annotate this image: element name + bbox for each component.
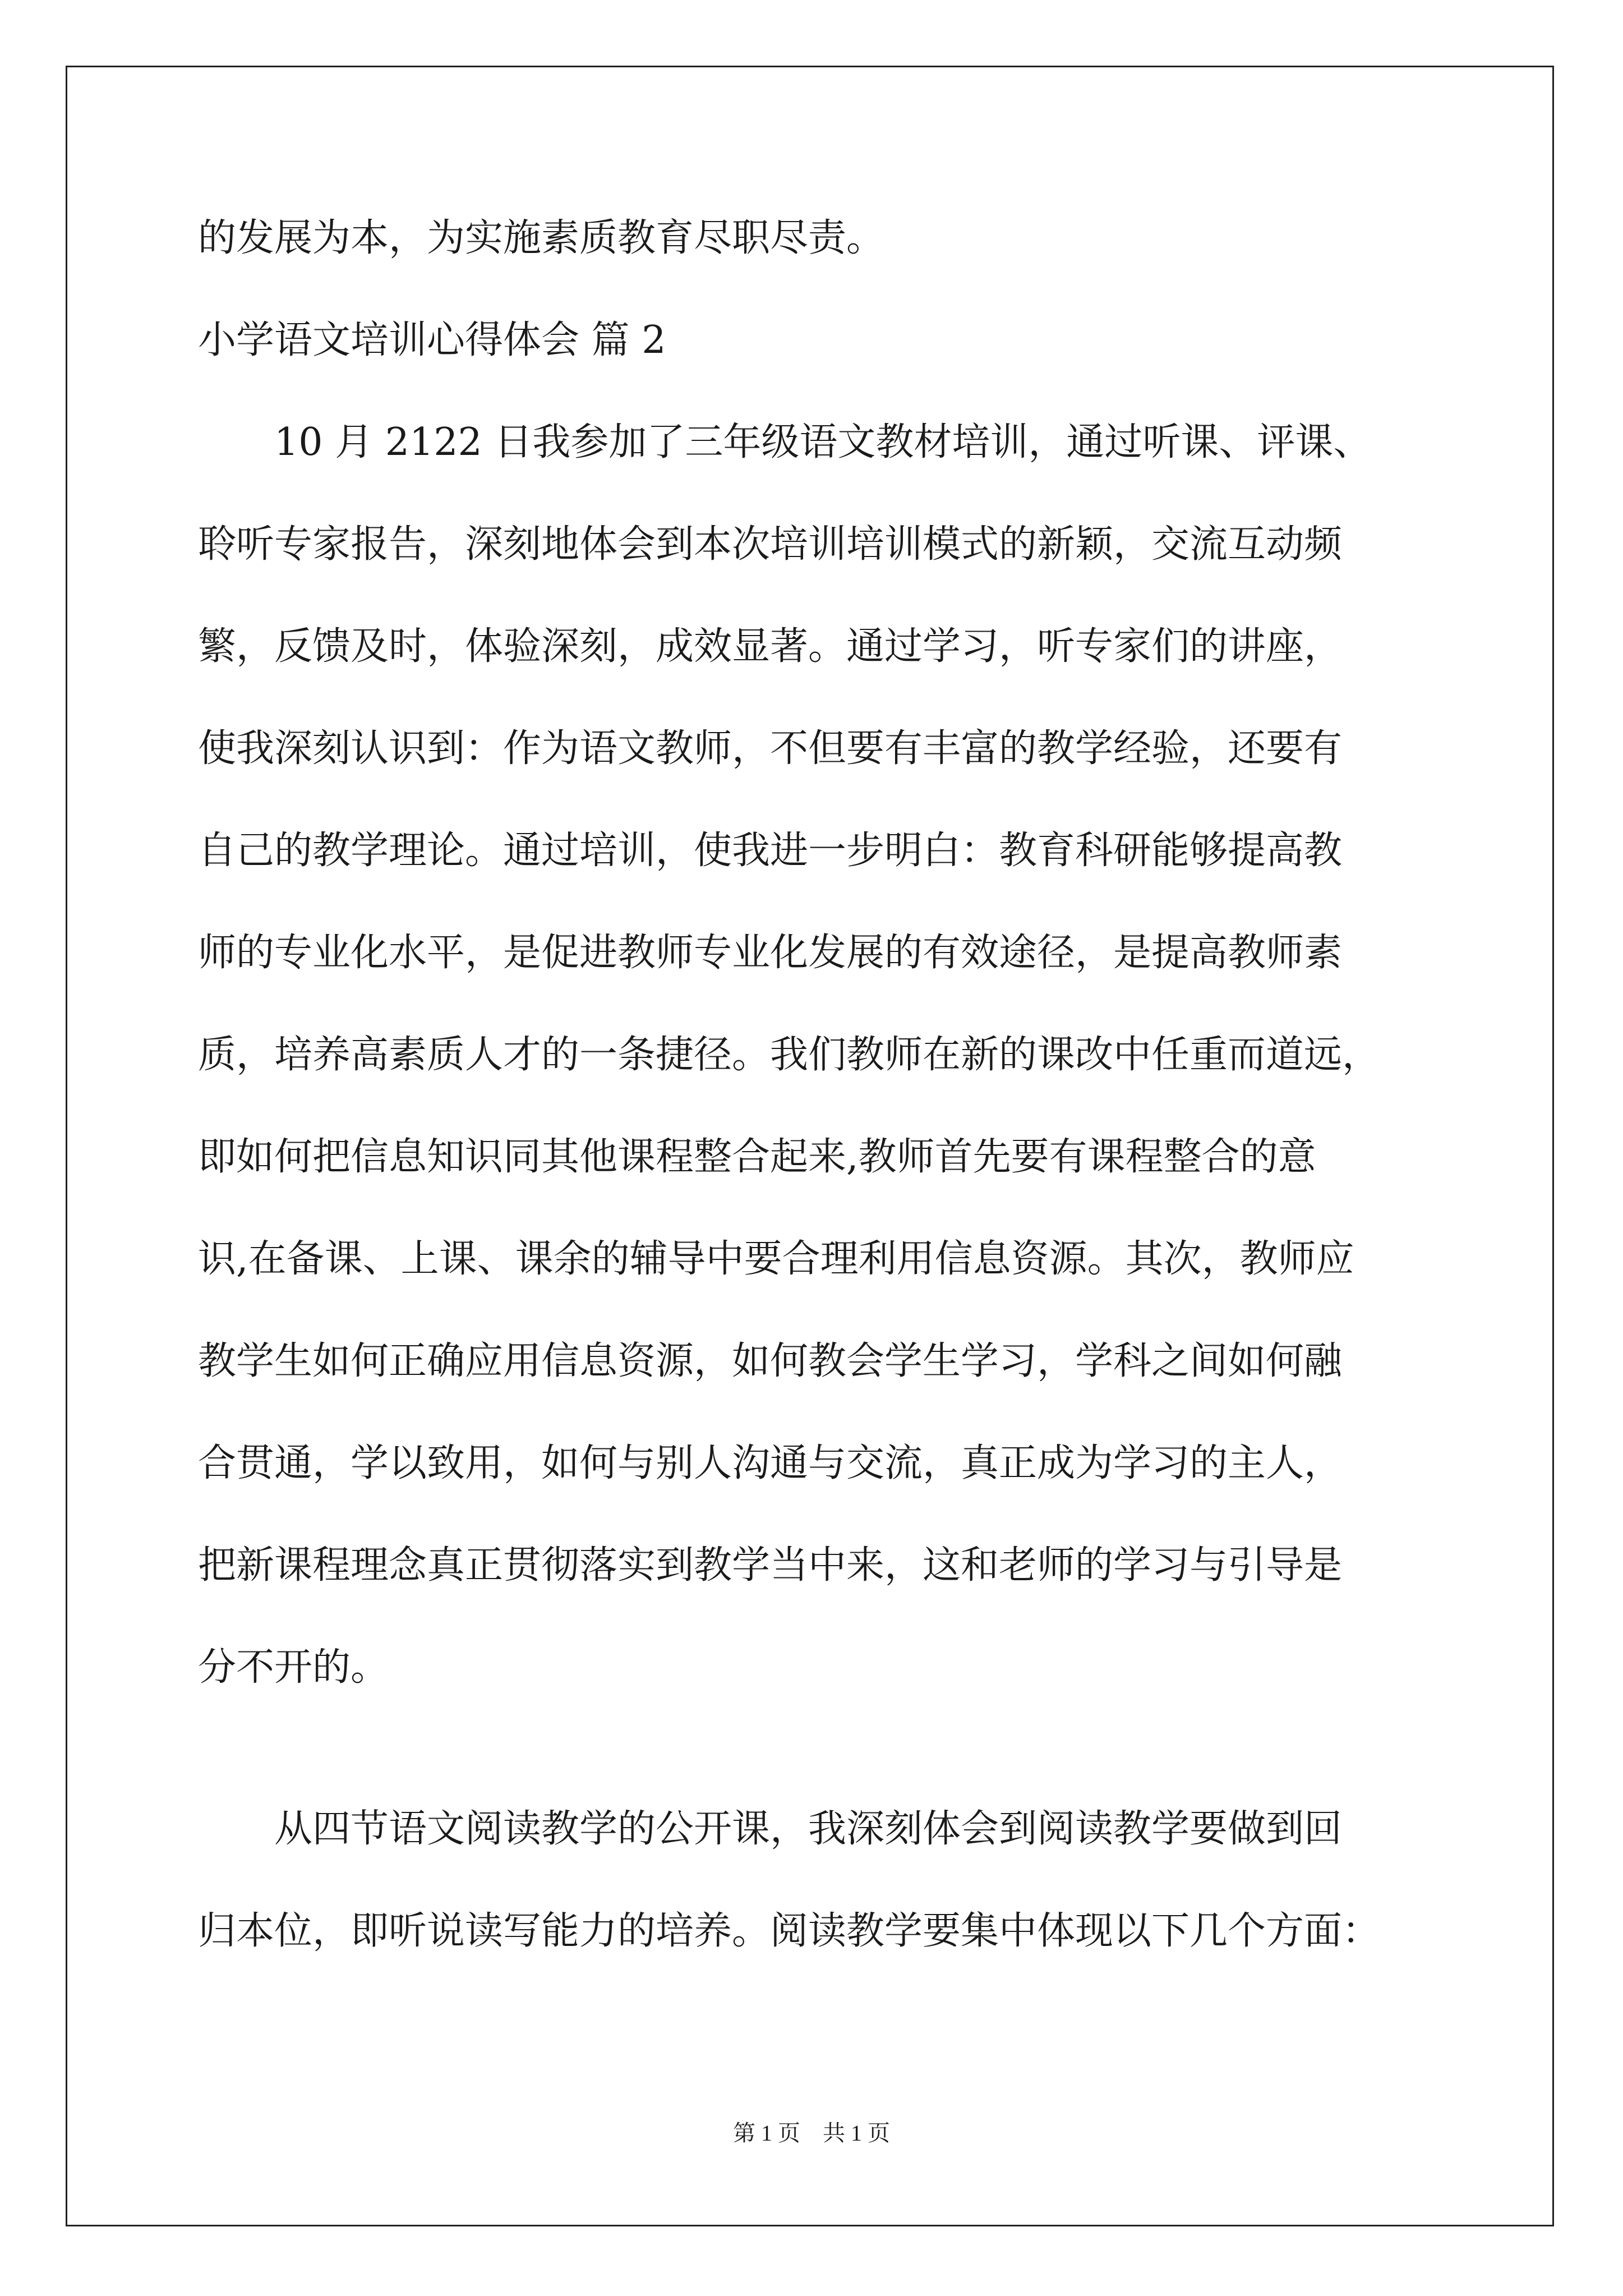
section-heading: 小学语文培训心得体会 篇 2	[198, 318, 666, 362]
text-line: 识,在备课、上课、课余的辅导中要合理利用信息资源。其次，教师应	[198, 1237, 1354, 1281]
text-line: 繁，反馈及时，体验深刻，成效显著。通过学习，听专家们的讲座，	[198, 624, 1343, 669]
text-line: 10 月 2122 日我参加了三年级语文教材培训，通过听课、评课、	[274, 420, 1372, 464]
text-line: 分不开的。	[198, 1645, 389, 1690]
text-line: 合贯通，学以致用，如何与别人沟通与交流，真正成为学习的主人，	[198, 1441, 1343, 1485]
text-line: 质，培养高素质人才的一条捷径。我们教师在新的课改中任重而道远，	[198, 1033, 1381, 1077]
text-line: 教学生如何正确应用信息资源，如何教会学生学习，学科之间如何融	[198, 1339, 1343, 1383]
text-line: 即如何把信息知识同其他课程整合起来,教师首先要有课程整合的意	[198, 1135, 1316, 1179]
text-line: 使我深刻认识到：作为语文教师，不但要有丰富的教学经验，还要有	[198, 726, 1343, 771]
text-line: 的发展为本，为实施素质教育尽职尽责。	[198, 216, 885, 260]
text-line: 师的专业化水平，是促进教师专业化发展的有效途径，是提高教师素	[198, 931, 1343, 975]
page-footer: 第 1 页 共 1 页	[733, 2120, 890, 2146]
text-line: 归本位，即听说读写能力的培养。阅读教学要集中体现以下几个方面：	[198, 1909, 1381, 1953]
text-line: 从四节语文阅读教学的公开课，我深刻体会到阅读教学要做到回	[274, 1807, 1343, 1851]
text-line: 聆听专家报告，深刻地体会到本次培训培训模式的新颖，交流互动频	[198, 522, 1343, 567]
text-line: 把新课程理念真正贯彻落实到教学当中来，这和老师的学习与引导是	[198, 1543, 1343, 1588]
text-line: 自己的教学理论。通过培训，使我进一步明白：教育科研能够提高教	[198, 829, 1343, 873]
